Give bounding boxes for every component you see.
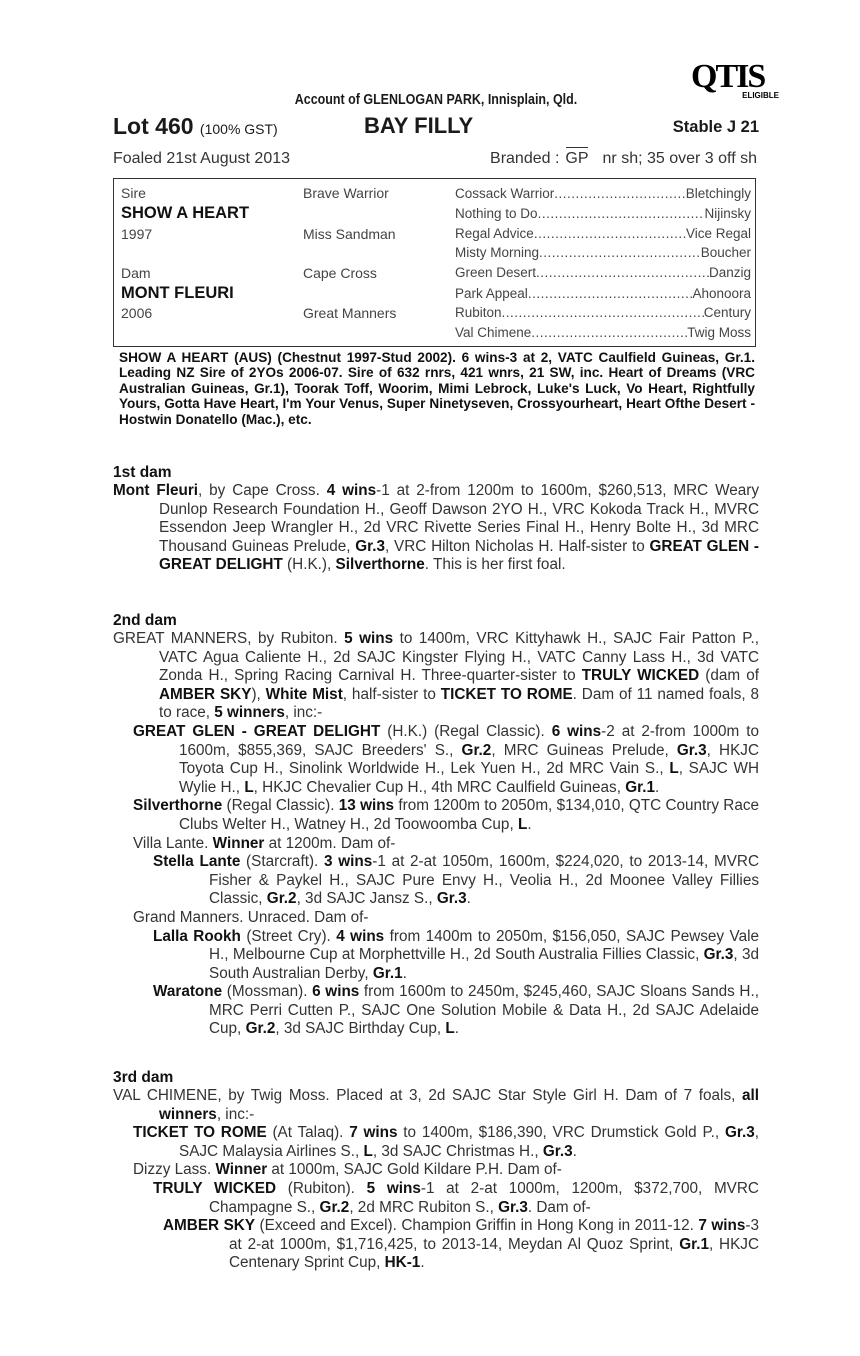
- great-grand-progeny-entry: AMBER SKY (Exceed and Excel). Champion Griffin in Hong Kong in 2011-12. 7 wins-3 at 2-at 1000m, $1,716,425, to 2013-14, Meydan Al Quoz Sprint, Gr.1, HKJC Centenary Sprint Cup, HK-1.: [163, 1217, 759, 1272]
- grand-progeny-entry: Waratone (Mossman). 6 wins from 1600m to 2450m, $245,460, SAJC Sloans Sands H., MRC Perri Cutten P., SAJC One Solution Mobile & Data H., 2d SAJC Adelaide Cup, Gr.2, 3d SAJC Birthday Cup, L.: [153, 983, 759, 1038]
- gp-sire: Danzig: [708, 265, 751, 280]
- dam-year: 2006: [121, 305, 153, 321]
- grandparent-row: [455, 186, 751, 201]
- second-dam-section: [113, 612, 759, 1039]
- grandparent-row: [455, 305, 751, 320]
- sire-dam: Miss Sandman: [303, 226, 396, 242]
- stable-location: Stable J 21: [672, 118, 759, 136]
- lot-number: [113, 113, 278, 140]
- gp-sire: Vice Regal: [685, 226, 751, 241]
- foaled-date: Foaled 21st August 2013: [113, 150, 291, 167]
- eligible-label: ELIGIBLE: [742, 91, 779, 100]
- gp-sire: Ahonoora: [692, 286, 751, 301]
- leader-dots: [534, 226, 686, 241]
- grand-progeny-entry: Stella Lante (Starcraft). 3 wins-1 at 2-at 1050m, 1600m, $224,020, to 2013-14, MVRC Fisher & Paykel H., SAJC Pure Envy H., Veolia H., 2d Moonee Valley Fillies Classic, Gr.2, 3d SAJC Jansz S., Gr.3.: [153, 853, 759, 908]
- section-heading: 2nd dam: [113, 612, 177, 629]
- gp-sire: Bletchingly: [685, 186, 751, 201]
- leader-dots: [502, 305, 704, 320]
- grandparent-row: [455, 245, 751, 260]
- dam-dam: Great Manners: [303, 305, 397, 321]
- progeny-entry: Dizzy Lass. Winner at 1000m, SAJC Gold Kildare P.H. Dam of-: [133, 1161, 562, 1179]
- gst-note: (100% GST): [199, 121, 278, 137]
- gp-name: Park Appeal: [455, 286, 528, 301]
- second-dam-record: GREAT MANNERS, by Rubiton. 5 wins to 1400m, VRC Kittyhawk H., SAJC Fair Patton P., VATC Agua Caliente H., 2d SAJC Kingster Flying H., VATC Canny Lass H., 3d VATC Zonda H., Spring Racing Carnival H. Three-quarter-sister to TRULY WICKED (dam of AMBER SKY), White Mist, half-sister to TICKET TO ROME. Dam of 11 named foals, 8 to race, 5 winners, inc:-: [113, 630, 760, 722]
- sire-summary: SHOW A HEART (AUS) (Chestnut 1997-Stud 2002). 6 wins-3 at 2, VATC Caulfield Guineas, Gr.1. Leading NZ Sire of 2YOs 2006-07. Sire of 632 rnrs, 421 wnrs, 21 SW, inc. Heart of Dreams (VRC Australian Guineas, Gr.1), Toorak Toff, Woorim, Mimi Lebrock, Luke's Luck, Vo Heart, Rightfully Yours, Gotta Have Heart, I'm Your Venus, Super Ninetyseven, Crossyourheart, Heart Ofthe Desert - Hostwin Donatello (Mac.), etc.: [119, 350, 755, 427]
- brand-mark-icon: GP: [565, 150, 589, 167]
- progeny-entry: Silverthorne (Regal Classic). 13 wins from 1200m to 2050m, $134,010, QTC Country Race Clubs Welter H., Watney H., 2d Toowoomba Cup, L.: [133, 797, 760, 833]
- colour-sex: BAY FILLY: [364, 113, 474, 138]
- brand-info: [490, 150, 757, 168]
- gp-sire: Twig Moss: [687, 325, 751, 340]
- progeny-entry: Grand Manners. Unraced. Dam of-: [133, 908, 369, 926]
- gp-name: Val Chimene: [455, 325, 532, 340]
- leader-dots: [554, 186, 685, 201]
- lot-number-text: Lot 460: [113, 113, 194, 139]
- qtis-logo-text: QTIS: [691, 58, 765, 95]
- gp-name: Regal Advice: [455, 226, 534, 241]
- leader-dots: [538, 206, 705, 221]
- gp-name: Green Desert: [455, 265, 537, 280]
- first-dam-section: [113, 464, 759, 575]
- sire-label: Sire: [121, 185, 146, 201]
- grandparent-row: [455, 206, 751, 221]
- pedigree-table: [113, 178, 756, 347]
- gp-name: Nothing to Do: [455, 206, 538, 221]
- section-heading: 1st dam: [113, 464, 172, 481]
- section-heading: 3rd dam: [113, 1069, 174, 1086]
- sire-year: 1997: [121, 226, 153, 242]
- leader-dots: [528, 286, 693, 301]
- grandparent-row: [455, 265, 751, 280]
- brand-detail: nr sh; 35 over 3 off sh: [602, 150, 757, 167]
- lot-header: [113, 113, 759, 143]
- leader-dots: [536, 265, 709, 280]
- progeny-entry: GREAT GLEN - GREAT DELIGHT (H.K.) (Regal Classic). 6 wins-2 at 2-from 1000m to 1600m, $855,369, SAJC Breeders' S., Gr.2, MRC Guineas Prelude, Gr.3, HKJC Toyota Cup H., Sinolink Worldwide H., Lek Yuen H., 2d MRC Vain S., L, SAJC WH Wylie H., L, HKJC Chevalier Cup H., 4th MRC Caulfield Guineas, Gr.1.: [133, 722, 759, 796]
- gp-name: Misty Morning: [455, 245, 540, 260]
- grandparent-row: [455, 226, 751, 241]
- progeny-entry: TICKET TO ROME (At Talaq). 7 wins to 1400m, $186,390, VRC Drumstick Gold P., Gr.3, SAJC Malaysia Airlines S., L, 3d SAJC Christmas H., Gr.3.: [133, 1124, 759, 1160]
- grandparent-row: [455, 325, 751, 340]
- third-dam-section: [113, 1069, 759, 1273]
- sire-sire: Brave Warrior: [303, 185, 389, 201]
- grand-progeny-entry: TRULY WICKED (Rubiton). 5 wins-1 at 2-at 1000m, 1200m, $372,700, MVRC Champagne S., Gr.2, 2d MRC Rubiton S., Gr.3. Dam of-: [153, 1179, 759, 1216]
- gp-sire: Boucher: [700, 245, 751, 260]
- dam-sire: Cape Cross: [303, 265, 377, 281]
- sire-name: SHOW A HEART: [121, 204, 250, 222]
- gp-sire: Century: [703, 305, 751, 320]
- leader-dots: [531, 325, 687, 340]
- vendor-account: Account of GLENLOGAN PARK, Innisplain, Qld.: [294, 92, 578, 108]
- branded-label: Branded :: [490, 150, 560, 167]
- dam-name: MONT FLEURI: [121, 284, 234, 302]
- leader-dots: [539, 245, 701, 260]
- third-dam-record: VAL CHIMENE, by Twig Moss. Placed at 3, 2d SAJC Star Style Girl H. Dam of 7 foals, all winners, inc:-: [113, 1087, 759, 1123]
- grand-progeny-entry: Lalla Rookh (Street Cry). 4 wins from 1400m to 2050m, $156,050, SAJC Pewsey Vale H., Melbourne Cup at Morphettville H., 2d South Australia Fillies Classic, Gr.3, 3d South Australian Derby, Gr.1.: [153, 927, 759, 982]
- gp-name: Cossack Warrior: [455, 186, 555, 201]
- grandparent-row: [455, 286, 751, 301]
- dam-label: Dam: [121, 265, 151, 281]
- first-dam-record: Mont Fleuri, by Cape Cross. 4 wins-1 at 2-from 1200m to 1600m, $260,513, MRC Weary Dunlop Research Foundation H., Geoff Dawson 2YO H., VRC Kokoda Track H., MVRC Essendon Jeep Wrangler H., 2d VRC Rivette Series Final H., Henry Bolte H., 3d MRC Thousand Guineas Prelude, Gr.3, VRC Hilton Nicholas H. Half-sister to GREAT GLEN - GREAT DELIGHT (H.K.), Silverthorne. This is her first foal.: [113, 482, 759, 574]
- gp-sire: Nijinsky: [704, 206, 751, 221]
- progeny-entry: Villa Lante. Winner at 1200m. Dam of-: [133, 834, 396, 852]
- gp-name: Rubiton: [455, 305, 502, 320]
